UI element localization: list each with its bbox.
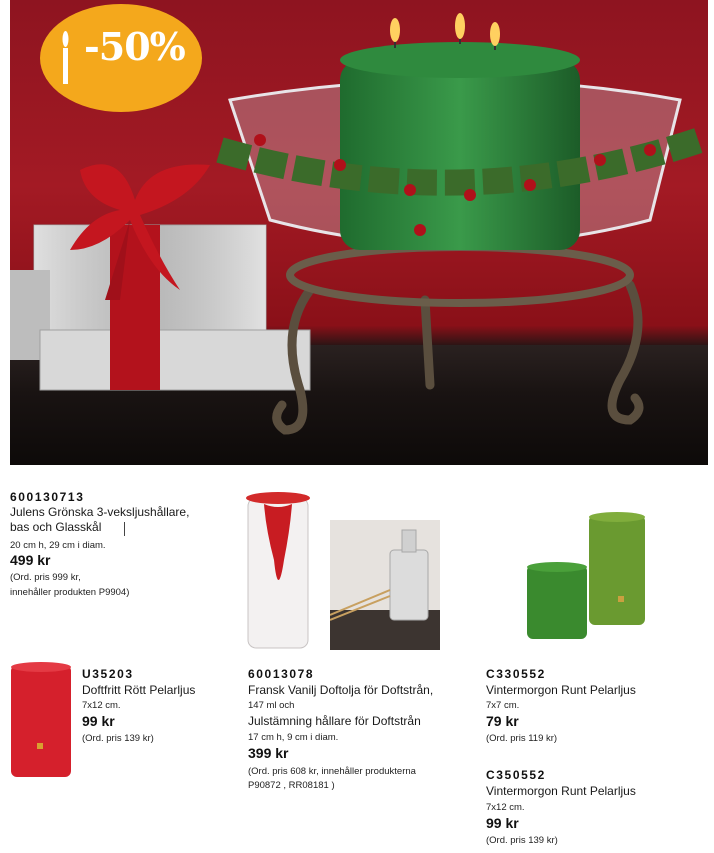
product-price: 399 kr	[248, 745, 289, 761]
product-code: C350552	[486, 768, 546, 782]
product-price: 499 kr	[10, 552, 51, 568]
original-price-note: P90872 , RR08181 )	[248, 780, 335, 791]
original-price-note: (Ord. pris 139 kr)	[486, 835, 558, 846]
glass-holder-photo	[244, 490, 314, 650]
text-cursor-icon	[124, 522, 126, 536]
original-price-note: (Ord. pris 119 kr)	[486, 733, 558, 744]
discount-text: -50%	[84, 24, 185, 69]
product-dimensions: 7x12 cm.	[82, 700, 121, 711]
red-candle-photo	[10, 655, 72, 780]
product-name: Fransk Vanilj Doftolja för Doftstrån,	[248, 683, 434, 697]
original-price-note: (Ord. pris 608 kr, innehåller produkterna	[248, 766, 416, 777]
product-dimensions: 7x12 cm.	[486, 802, 525, 813]
original-price-note: innehåller produkten P9904)	[10, 587, 130, 598]
product-price: 99 kr	[486, 815, 519, 831]
product-price: 99 kr	[82, 713, 115, 729]
candle-icon	[62, 30, 70, 84]
original-price-note: (Ord. pris 999 kr,	[10, 572, 81, 583]
product-name: Vintermorgon Runt Pelarljus	[486, 784, 636, 798]
product-code: 600130713	[10, 490, 85, 504]
product-dimensions: 20 cm h, 29 cm i diam.	[10, 540, 106, 551]
product-name: Vintermorgon Runt Pelarljus	[486, 683, 636, 697]
diffuser-bottle-photo	[330, 520, 440, 650]
product-price: 79 kr	[486, 713, 519, 729]
product-name: Doftfritt Rött Pelarljus	[82, 683, 196, 697]
product-dimensions: 7x7 cm.	[486, 700, 520, 711]
green-pillar-candle	[340, 13, 580, 250]
product-dimensions: 147 ml och	[248, 700, 295, 711]
product-code: U35203	[82, 667, 134, 681]
product-name-secondary: Julstämning hållare för Doftstrån	[248, 714, 421, 728]
original-price-note: (Ord. pris 139 kr)	[82, 733, 154, 744]
product-name: Julens Grönska 3-veksljushållare,	[10, 505, 190, 519]
discount-badge	[40, 4, 202, 112]
product-code: 60013078	[248, 667, 315, 681]
product-code: C330552	[486, 667, 546, 681]
green-candles-photo	[525, 505, 655, 645]
product-dimensions: 17 cm h, 9 cm i diam.	[248, 732, 339, 743]
product-name: bas och Glasskål	[10, 520, 102, 534]
